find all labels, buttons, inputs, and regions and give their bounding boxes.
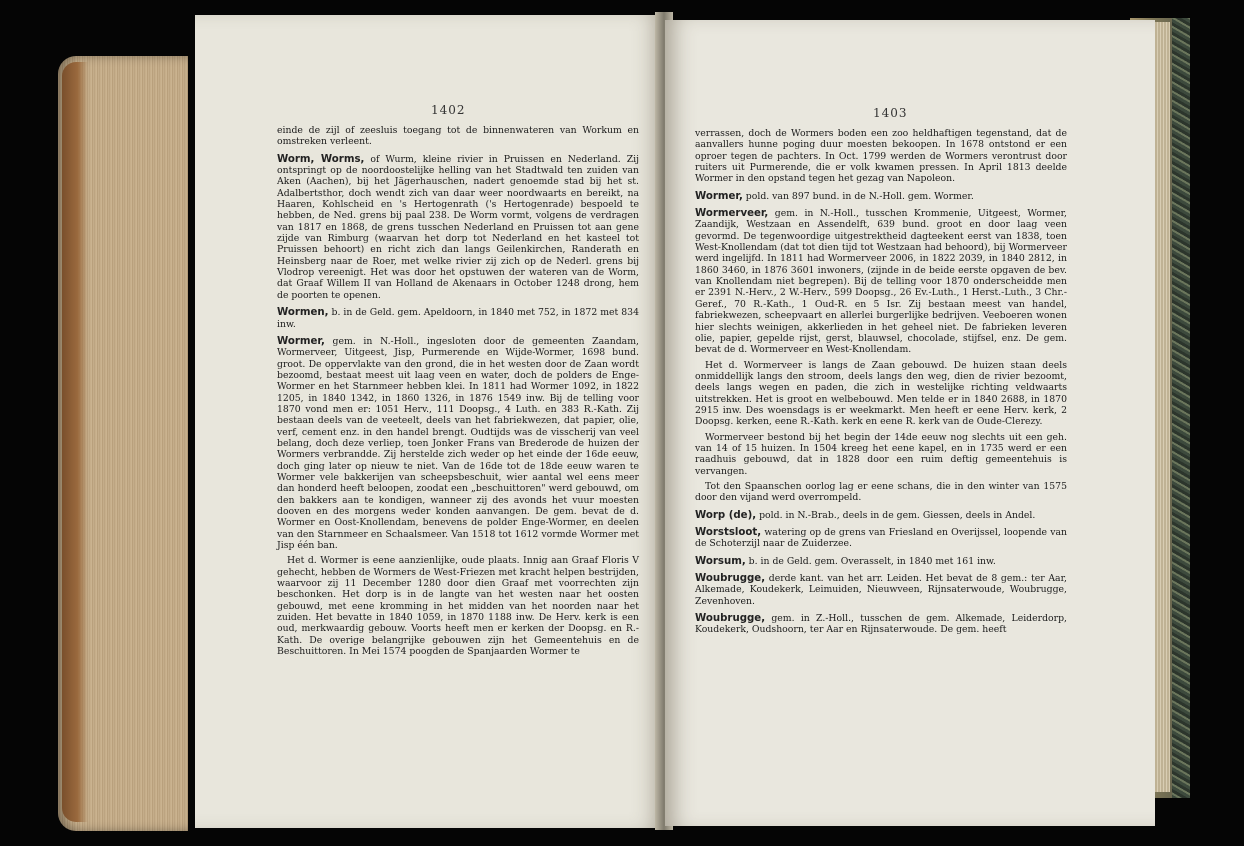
paragraph xyxy=(277,125,639,148)
entry-text: pold. in N.-Brab., deels in de gem. Giessen, deels in Andel. xyxy=(759,509,1036,521)
entry-text: b. in de Geld. gem. Overasselt, in 1840 met 161 inw. xyxy=(748,555,996,567)
entry-headword: Wormen, xyxy=(277,307,329,319)
entry-headword: Worsum, xyxy=(695,555,746,567)
paragraph xyxy=(277,555,639,657)
entry-headword: Worp (de), xyxy=(695,509,757,521)
entry-headword: Wormer, xyxy=(695,190,743,202)
page-number-right: 1403 xyxy=(873,106,908,120)
paragraph xyxy=(277,154,639,301)
entry-text: verrassen, doch de Wormers boden een zoo heldhaftigen tegenstand, dat de aanvallers hunne poging duur moesten bekoopen. In 1678 ontstond er een oproer tegen de pachters. In Oct. 1799 werden de Wormers verontrust door ruiters uit Purmerende, die er volk kwamen pressen. In April 1813 deelde Wormer in den opstand tegen het gezag van Napoleon. xyxy=(695,128,1067,185)
entry-headword: Woubrugge, xyxy=(695,573,766,585)
entry-text: Het d. Wormerveer is langs de Zaan gebouwd. De huizen staan deels onmiddellijk langs den stroom, deels langs den weg, dien de rivier bezoomt, deels langs wegen en paden, die zich in westelijke richting veldwaarts uitstrekken. Het is groot en welbebouwd. Men telde er in 1840 2688, in 1870 2915 inw. Des woensdags is er weekmarkt. Men heeft er eene Herv. kerk, 2 Doopsg. kerken, eene R.-Kath. kerk en eene R. kerk van de Oude-Clerezy. xyxy=(695,359,1067,428)
entry-text: gem. in N.-Holl., tusschen Krommenie, Uitgeest, Wormer, Zaandijk, Westzaan en Assendelft, 639 bund. groot en door laag veen gevormd. De tegenwoordige uitgestrektheid dagteekent eerst van 1838, toen West-Knollendam (dat tot dien tijd tot Westzaan had behoord), bij Wormerveer werd ingelijfd. In 1811 had Wormerveer 2006, in 1822 2039, in 1840 2812, in 1860 3460, in 1876 3601 inwoners, (zijnde in de beide eerste opgaven de bev. van Knollendam niet begrepen). Bij de telling voor 1870 onderscheidde men er 2391 N.-Herv., 2 W.-Herv., 599 Doopsg., 26 Ev.-Luth., 1 Herst.-Luth., 3 Chr.-Geref., 70 R.-Kath., 1 Oud-R. en 5 Isr. Zij bestaan meest van handel, fabriekwezen, scheepvaart en allerlei burgerlijke bedrijven. Veeboeren wonen hier slechts weinigen, akkerlieden in het geheel niet. De fabrieken leveren olie, papier, gepelde rijst, gerst, blauwsel, chocolade, stijfsel, enz. De gem. bevat de d. Wormerveer en West-Knollendam. xyxy=(695,208,1067,356)
entry-text: derde kant. van het arr. Leiden. Het bevat de 8 gem.: ter Aar, Alkemade, Koudekerk, Leimuiden, Nieuwveen, Rijnsaterwoude, Woubrugge, Zevenhoven. xyxy=(695,573,1067,607)
entry-text: gem. in N.-Holl., ingesloten door de gemeenten Zaandam, Wormerveer, Uitgeest, Jisp, Purmerende en Wijde-Wormer, 1698 bund. groot. De oppervlakte van den grond, die in het westen door de Zaan wordt bezoomd, bestaat meest uit laag veen en water, doch de polders de Enge-Wormer en het Starnmeer hebben klei. In 1811 had Wormer 1092, in 1822 1205, in 1840 1342, in 1860 1326, in 1876 1549 inw. Bij de telling voor 1870 vond men er: 1051 Herv., 111 Doopsg., 4 Luth. en 383 R.-Kath. Zij bestaan deels van de veeteelt, deels van het fabriekwezen, dat papier, olie, verf, cement enz. in den handel brengt. Oudtijds was de visscherij van veel belang, doch deze verliep, toen Jonker Frans van Brederode de huizen der Wormers verbrandde. Zij herstelde zich weder op het einde der 16de eeuw, doch ging later op nieuw te niet. Van de 16de tot de 18de eeuw waren te Wormer vele bakkerijen van scheepsbeschuit, wier aantal wel eens meer dan honderd heeft beloopen, zoodat een „beschuittoren" werd gebouwd, om den bakkers aan te kondigen, wanneer zij des avonds het vuur moesten dooven en des morgens weder konden aanvangen. De gem. bevat de d. Wormer en Oost-Knollendam, benevens de polder Enge-Wormer, en deelen van den Starnmeer en Schaalsmeer. Van 1518 tot 1612 vormde Wormer met Jisp één ban. xyxy=(277,335,639,552)
paragraph xyxy=(695,527,1067,550)
left-text-column xyxy=(277,125,639,661)
paragraph xyxy=(695,573,1067,607)
entry-text: Tot den Spaanschen oorlog lag er eene schans, die in den winter van 1575 door den vijand werd overrompeld. xyxy=(695,480,1067,504)
right-text-column xyxy=(695,128,1067,640)
entry-text: gem. in Z.-Holl., tusschen de gem. Alkemade, Leiderdorp, Koudekerk, Oudshoorn, ter Aar en Rijnsaterwoude. De gem. heeft xyxy=(695,613,1067,636)
entry-text: pold. van 897 bund. in de N.-Holl. gem. Wormer. xyxy=(745,190,974,202)
paragraph xyxy=(695,208,1067,355)
paragraph xyxy=(695,360,1067,428)
entry-text: b. in de Geld. gem. Apeldoorn, in 1840 met 752, in 1872 met 834 inw. xyxy=(277,307,639,330)
paragraph xyxy=(695,191,1067,202)
page-number-left: 1402 xyxy=(431,103,466,117)
paragraph xyxy=(695,432,1067,477)
entry-headword: Woubrugge, xyxy=(695,613,766,625)
entry-text: Wormerveer bestond bij het begin der 14de eeuw nog slechts uit een geh. van 14 of 15 huizen. In 1504 kreeg het eene kapel, en in 1735 werd er een raadhuis gebouwd, dat in 1828 door een ruim deftig gemeentehuis is vervangen. xyxy=(695,431,1067,477)
paragraph xyxy=(695,128,1067,185)
paragraph xyxy=(695,510,1067,521)
entry-headword: Wormerveer, xyxy=(695,208,769,220)
entry-text: Het d. Wormer is eene aanzienlijke, oude plaats. Innig aan Graaf Floris V gehecht, hebben de Wormers de West-Friezen met kracht helpen bestrijden, waarvoor zij 11 December 1280 door dien Graaf met voorrechten zijn beschonken. Het dorp is in de langte van het westen naar het oosten gebouwd, met eene kromming in het midden van het noorden naar het zuiden. Het bevatte in 1840 1059, in 1870 1188 inw. De Herv. kerk is een oud, merkwaardig gebouw. Voorts heeft men er kerken der Doopsg. en R.-Kath. De overige belangrijke gebouwen zijn het Gemeentehuis en de Beschuittoren. In Mei 1574 poogden de Spanjaarden Wormer te xyxy=(277,555,639,658)
paragraph xyxy=(277,336,639,552)
left-cover-edge xyxy=(62,62,88,822)
entry-text: watering op de grens van Friesland en Overijssel, loopende van de Schoterzijl naar de Zuiderzee. xyxy=(695,527,1067,550)
entry-headword: Wormer, xyxy=(277,335,325,347)
left-page xyxy=(195,15,663,828)
entry-headword: Worstsloot, xyxy=(695,527,762,538)
right-page xyxy=(665,20,1155,826)
left-page-block-edge xyxy=(58,56,188,831)
marbled-cover xyxy=(1172,18,1190,798)
entry-headword: Worm, Worms, xyxy=(277,153,365,165)
paragraph xyxy=(695,613,1067,636)
paragraph xyxy=(695,481,1067,504)
paragraph xyxy=(277,307,639,330)
paragraph xyxy=(695,556,1067,567)
entry-text: einde de zijl of zeesluis toegang tot de binnenwateren van Workum en omstreken verleent. xyxy=(277,125,639,148)
entry-text: of Wurm, kleine rivier in Pruissen en Nederland. Zij ontspringt op de noordoostelijke helling van het Stadtwald ten zuiden van Aken (Aachen), bij het Jägerhauschen, nadert genoemde stad bij het st. Adalbertsthor, doch wendt zich van daar weer noordwaarts en bereikt, na Haaren, Kohlscheid en 's Hertogenrath ('s Hertogenrade) bespoeld te hebben, de Ned. grens bij paal 238. De Worm vormt, volgens de verdragen van 1817 en 1868, de grens tusschen Nederland en Pruissen tot aan gene zijde van Rimburg (waarvan het dorp tot Nederland en het kasteel tot Pruissen behoort) en richt zich dan langs Geilenkirchen, Randerath en Heinsberg naar de Roer, met welke rivier zij zich op de Nederl. grens bij Vlodrop vereenigt. Het was door het opstuwen der wateren van de Worm, dat Graaf Willem II van Holland de Akenaars in October 1248 drong, hem de poorten te openen. xyxy=(277,153,640,301)
